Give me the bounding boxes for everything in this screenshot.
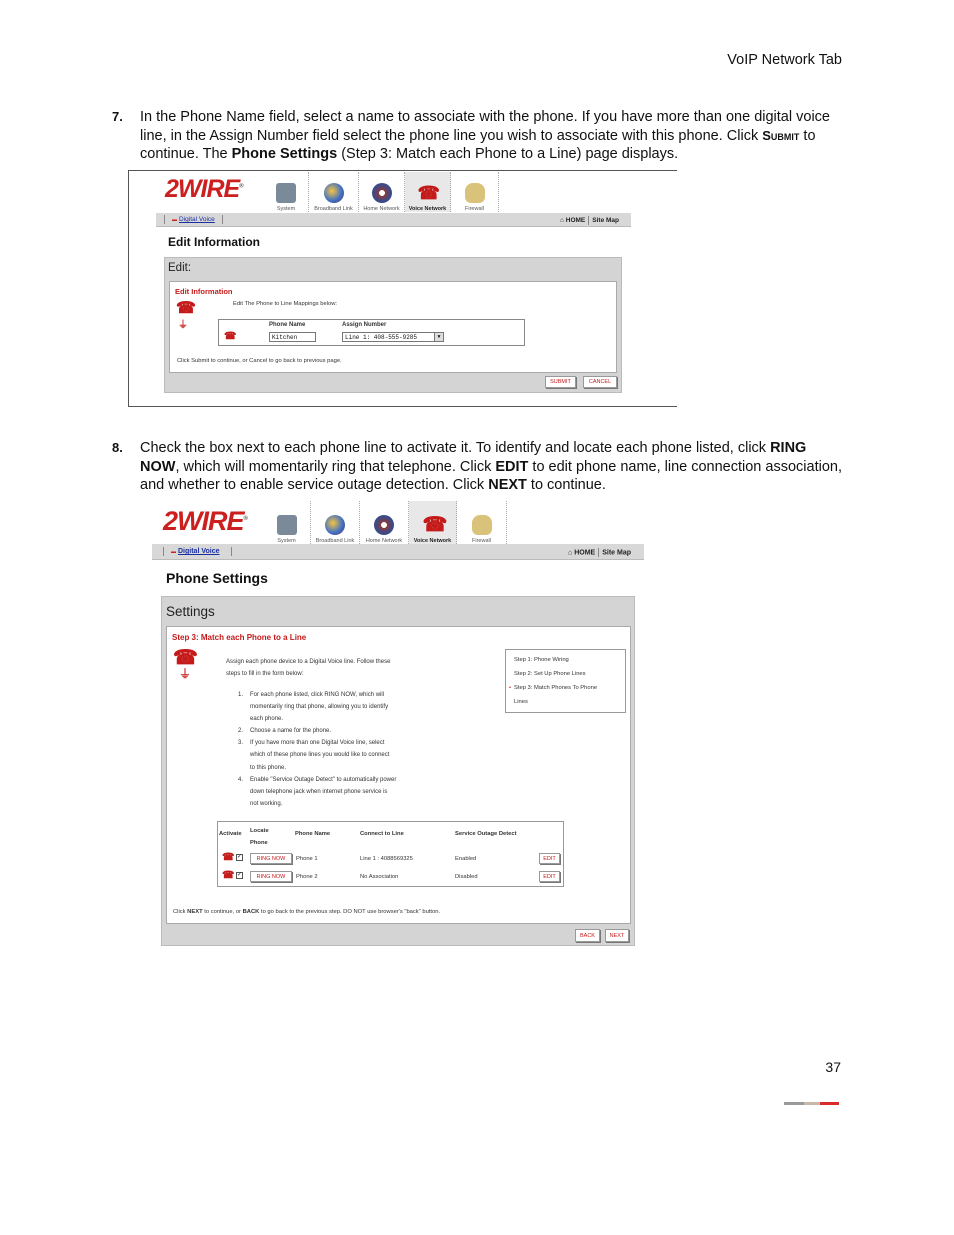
tab-home-network[interactable]: Home Network: [359, 172, 405, 212]
tab-voice-network[interactable]: ☎ Voice Network: [409, 501, 457, 544]
tab-system[interactable]: System: [264, 172, 309, 212]
next-keyword: NEXT: [488, 477, 527, 493]
wizard-step-2[interactable]: Step 2: Set Up Phone Lines: [514, 671, 586, 677]
footer-bar-red: [820, 1102, 839, 1105]
nav-bar: [152, 544, 644, 560]
padlock-icon: [472, 515, 492, 535]
nav-right: [568, 548, 631, 557]
wizard-steps: Step 1: Phone Wiring Step 2: Set Up Phone Lines • Step 3: Match Phones To Phone Lines: [505, 649, 626, 713]
step-8: [112, 439, 842, 495]
panel-title: Edit:: [168, 262, 192, 274]
step-text: Check the box next to each phone line to activate it. To identify and locate each phone listed, click RING NOW, which will momentarily ring that telephone. Click EDIT to edit phone name, line connection association, and whether to enable service outage detection. Click NEXT to continue.: [140, 440, 842, 493]
tab-firewall[interactable]: Firewall: [451, 172, 499, 212]
2wire-logo: 2WIRE®: [163, 506, 247, 536]
nav-bar: [156, 213, 631, 227]
edit-button[interactable]: EDIT: [539, 871, 560, 882]
step-text: In the Phone Name field, select a name to associate with the phone. If you have more than one digital voice line, in the Assign Number field select the phone line you wish to associate with this phone. Click Submit to continue. The Phone Settings (Step 3: Match each Phone to a Line) page displays.: [140, 109, 830, 162]
phone-name-input[interactable]: Kitchen: [269, 332, 316, 342]
section-title: Step 3: Match each Phone to a Line: [172, 633, 307, 642]
home-network-icon: [374, 515, 394, 535]
phone-settings-keyword: Phone Settings: [231, 146, 338, 162]
tab-system[interactable]: System: [263, 501, 311, 544]
phone-icon: ☎: [422, 514, 448, 536]
settings-panel: [161, 596, 635, 946]
home-link[interactable]: HOME: [574, 549, 596, 557]
home-network-icon: [372, 183, 392, 203]
tab-firewall[interactable]: Firewall: [457, 501, 507, 544]
mapping-table: [218, 319, 525, 346]
assign-number-select[interactable]: Line 1: 408-555-9285 ▼: [342, 332, 444, 342]
footer-text: Click NEXT to continue, or BACK to go back to the previous step. DO NOT use browser's "back" button.: [173, 909, 441, 915]
ring-now-button[interactable]: RING NOW: [250, 853, 292, 864]
edit-form: [169, 281, 617, 373]
ring-now-keyword: RING NOW: [140, 440, 807, 475]
section-header: VoIP Network Tab: [727, 52, 842, 68]
system-icon: [276, 183, 296, 203]
home-icon: ⌂: [560, 217, 564, 225]
phone-mapping-icon: ☎: [173, 647, 198, 669]
footer-bar-gray: [784, 1102, 804, 1105]
2wire-logo: 2WIRE®: [165, 175, 243, 203]
back-button[interactable]: BACK: [575, 929, 600, 942]
activate-checkbox[interactable]: ✓: [237, 872, 243, 878]
jack-icon: ⏚: [178, 320, 188, 331]
submit-button[interactable]: SUBMIT: [545, 376, 576, 388]
activate-checkbox[interactable]: ✓: [237, 854, 243, 860]
settings-form: [166, 626, 631, 924]
site-map-link[interactable]: Site Map: [592, 217, 619, 225]
site-map-link[interactable]: Site Map: [602, 549, 631, 557]
main-tabs: [263, 501, 507, 544]
screenshot-edit-information: [128, 170, 677, 407]
connected-line: Line 1 : 4088569325: [360, 856, 413, 862]
edit-button[interactable]: EDIT: [539, 853, 560, 864]
next-button[interactable]: NEXT: [605, 929, 629, 942]
nav-right: [560, 216, 619, 225]
section-title: Edit Information: [175, 287, 233, 296]
phone-name: Phone 2: [296, 874, 318, 880]
col-connect-line: Connect to Line: [360, 831, 404, 837]
globe-icon: [324, 183, 344, 203]
list-item: 4. Enable "Service Outage Detect" to automatically power down telephone jack when internet phone service is not working.: [238, 776, 397, 807]
instruction-text: Edit The Phone to Line Mappings below:: [233, 301, 337, 307]
home-icon: ⌂: [568, 549, 573, 557]
ring-now-button[interactable]: RING NOW: [250, 871, 292, 882]
tab-voice-network[interactable]: ☎ Voice Network: [405, 172, 451, 212]
footer-text: Click Submit to continue, or Cancel to go back to previous page.: [177, 358, 342, 364]
col-locate-phone: Locate Phone: [250, 828, 269, 846]
page-title: Edit Information: [168, 235, 260, 249]
chevron-down-icon[interactable]: ▼: [434, 333, 443, 341]
breadcrumb-digital-voice[interactable]: ▬ Digital Voice: [171, 548, 220, 555]
footer-accent-bar: [784, 1102, 839, 1105]
outage-status: Enabled: [455, 856, 477, 862]
phone-icon: ☎: [222, 870, 235, 881]
list-item: 3. If you have more than one Digital Voice line, select which of these phone lines you would like to connect to this phone.: [238, 740, 390, 771]
tab-broadband-link[interactable]: Broadband Link: [309, 172, 359, 212]
wizard-step-3: • Step 3: Match Phones To Phone: [509, 685, 598, 691]
col-service-outage: Service Outage Detect: [455, 831, 517, 837]
col-phone-name: Phone Name: [295, 831, 331, 837]
panel-title: Settings: [166, 604, 215, 619]
page-title: Phone Settings: [166, 570, 268, 586]
screenshot-phone-settings: [152, 500, 644, 946]
step-number: 7.: [112, 109, 123, 124]
main-tabs: [264, 172, 499, 212]
home-link[interactable]: HOME: [565, 217, 586, 225]
instruction-list: [238, 689, 458, 810]
phone-icon: ☎: [224, 331, 237, 342]
col-phone-name: Phone Name: [269, 322, 306, 328]
col-activate: Activate: [219, 831, 242, 837]
submit-keyword: Submit: [762, 127, 800, 143]
breadcrumb-digital-voice[interactable]: ▬ Digital Voice: [172, 216, 215, 223]
intro-text: Assign each phone device to a Digital Voice line. Follow these steps to fill in the form below:: [226, 659, 391, 677]
jack-icon: ⏚: [179, 667, 192, 681]
step-7: [112, 108, 842, 164]
step-number: 8.: [112, 440, 123, 455]
outage-status: Disabled: [455, 874, 478, 880]
connected-line: No Association: [360, 874, 399, 880]
phone-table: [217, 821, 564, 887]
phone-name: Phone 1: [296, 856, 318, 862]
cancel-button[interactable]: CANCEL: [583, 376, 617, 388]
globe-icon: [325, 515, 345, 535]
footer-bar-tan: [804, 1102, 820, 1105]
list-item: 2. Choose a name for the phone.: [238, 728, 332, 735]
list-item: 1. For each phone listed, click RING NOW, which will momentarily ring that phone, allowing you to identify each phone.: [238, 692, 389, 723]
phone-mapping-icon: ☎: [176, 300, 196, 317]
edit-keyword: EDIT: [495, 458, 529, 475]
padlock-icon: [465, 183, 485, 203]
page-number: 37: [825, 1059, 841, 1075]
col-assign-number: Assign Number: [342, 322, 387, 328]
tab-broadband-link[interactable]: Broadband Link: [311, 501, 360, 544]
wizard-step-1[interactable]: Step 1: Phone Wiring: [514, 657, 569, 663]
edit-panel: [164, 257, 622, 393]
system-icon: [277, 515, 297, 535]
phone-icon: ☎: [417, 183, 440, 203]
phone-icon: ☎: [222, 852, 235, 863]
tab-home-network[interactable]: Home Network: [360, 501, 409, 544]
